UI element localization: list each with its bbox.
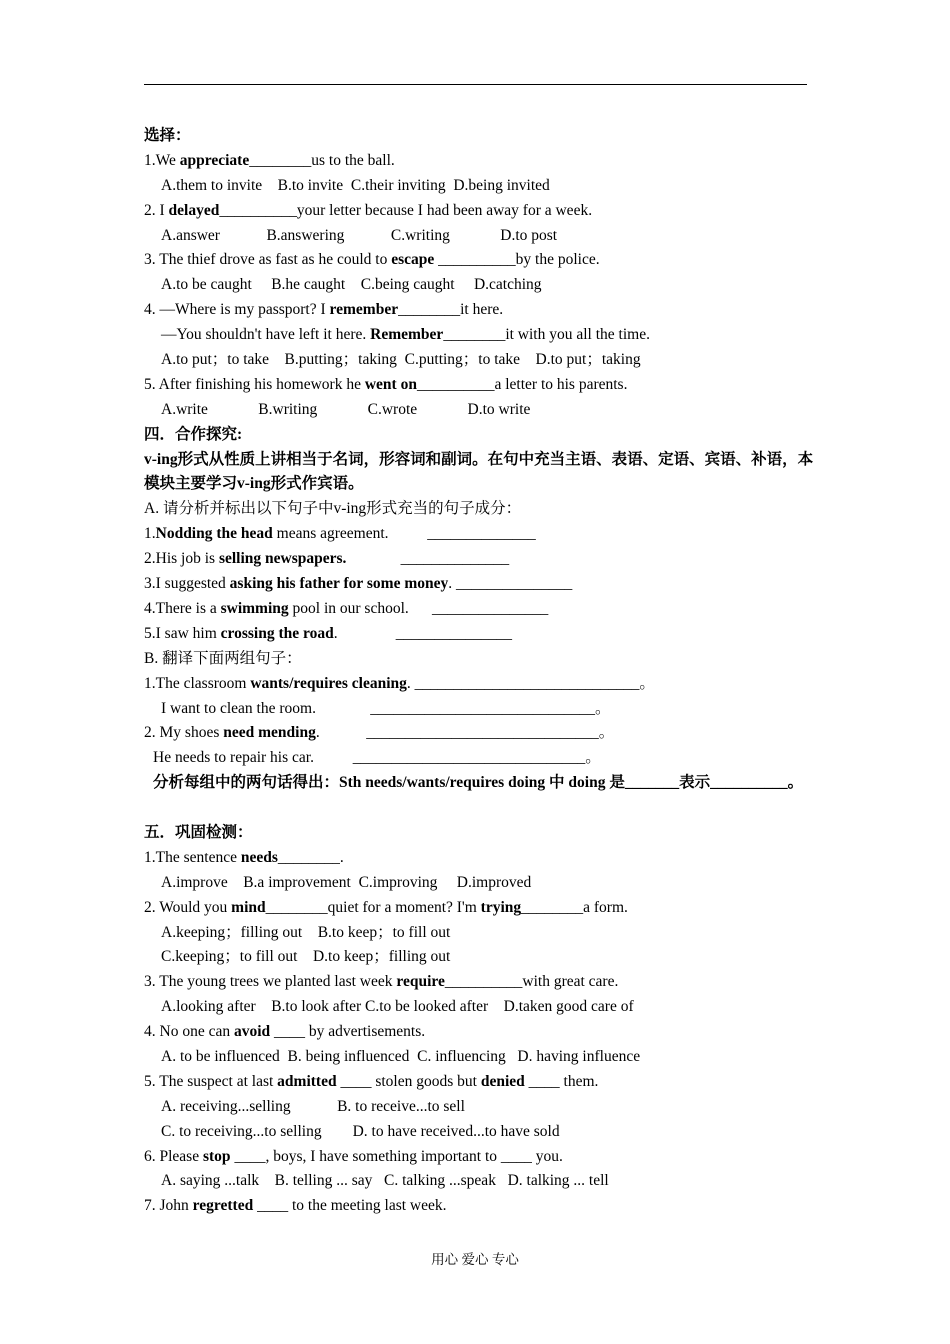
line-text: A. 请分析并标出以下句子中v-ing形式充当的句子成分： <box>144 500 522 518</box>
line-text: 4. —Where is my passport? I <box>144 301 330 319</box>
line-text: B. 翻译下面两组句子： <box>144 649 302 667</box>
line-text: __________with great care. <box>444 973 619 991</box>
text-line <box>144 597 814 622</box>
line-text: ____ by advertisements. <box>270 1023 426 1041</box>
keyword-bold: needs <box>240 848 278 866</box>
text-line <box>144 746 814 771</box>
line-text: A. receiving...selling B. to receive...to sell <box>161 1097 465 1115</box>
text-line <box>144 647 814 672</box>
line-text: A. to be influenced B. being influenced C. influencing D. having influence <box>161 1047 641 1065</box>
line-text: C. to receiving...to selling D. to have received...to have sold <box>161 1122 560 1140</box>
line-text: A.to put；to take B.putting；taking C.putting；to take D.to put；taking <box>161 351 641 369</box>
line-text: 5. The suspect at last <box>144 1072 278 1090</box>
line-text: 2. Would you <box>144 898 232 916</box>
line-text: 7. John <box>144 1197 193 1215</box>
line-text: 5. After finishing his homework he <box>144 375 365 393</box>
text-line <box>144 124 814 149</box>
text-line <box>144 1045 814 1070</box>
line-text: __________a letter to his parents. <box>416 375 628 393</box>
keyword-bold: need mending <box>223 724 316 742</box>
line-text: 6. Please <box>144 1147 203 1165</box>
text-line <box>144 398 814 423</box>
line-text: 2.His job is <box>144 550 219 568</box>
text-line <box>144 1169 814 1194</box>
text-line <box>144 622 814 647</box>
keyword-bold: trying <box>480 898 522 916</box>
text-line <box>144 298 814 323</box>
worksheet-body <box>144 124 814 1219</box>
keyword-bold: remember <box>329 301 399 319</box>
text-line <box>144 1095 814 1120</box>
line-text: 选择： <box>144 127 191 144</box>
keyword-bold: delayed <box>168 201 220 219</box>
line-text: ________. <box>277 848 344 866</box>
line-text: 2. My shoes <box>144 724 224 742</box>
text-line <box>144 846 814 871</box>
text-line <box>144 871 814 896</box>
line-text: v-ing形式从性质上讲相当于名词，形容词和副词。在句中充当主语、表语、定语、宾语、补语，本模块主要学习v-ing形式作宾语。 <box>144 450 814 493</box>
line-text: pool in our school. _______________ <box>288 599 549 617</box>
line-text: A.write B.writing C.wrote D.to write <box>161 400 531 418</box>
keyword-bold: swimming <box>220 599 289 617</box>
text-line <box>144 448 814 498</box>
line-text: . _____________________________。 <box>406 674 655 692</box>
line-text: A.keeping；filling out B.to keep；to fill out <box>161 923 451 941</box>
keyword-bold: Nodding the head <box>155 525 273 543</box>
line-text: 3. The young trees we planted last week <box>144 973 397 991</box>
keyword-bold: require <box>396 973 445 991</box>
line-text: __________by the police. <box>434 251 600 269</box>
keyword-bold: escape <box>391 251 435 269</box>
line-text: 1.The classroom <box>144 674 251 692</box>
text-line <box>144 1145 814 1170</box>
line-text: 五．巩固检测： <box>144 823 253 841</box>
line-text: C.keeping；to fill out D.to keep；filling out <box>161 948 451 966</box>
keyword-bold: selling newspapers. <box>218 550 347 568</box>
line-text: 分析每组中的两句话得出：Sth needs/wants/requires doing 中 doing 是_______表示__________。 <box>153 774 804 792</box>
line-text: ____ to the meeting last week. <box>253 1197 447 1215</box>
page-footer: 用心 爱心 专心 <box>431 1252 519 1267</box>
keyword-bold: Remember <box>370 326 444 344</box>
keyword-bold: appreciate <box>179 151 250 169</box>
line-text: I want to clean the room. _____________________________。 <box>161 699 611 717</box>
line-text: 2. I <box>144 201 169 219</box>
text-line <box>144 373 814 398</box>
line-text: ________quiet for a moment? I'm <box>265 898 481 916</box>
line-text: A. saying ...talk B. telling ... say C. talking ...speak D. talking ... tell <box>161 1172 609 1190</box>
keyword-bold: went on <box>364 375 417 393</box>
line-text: 5.I saw him <box>144 624 221 642</box>
line-text: A.looking after B.to look after C.to be looked after D.taken good care of <box>161 998 634 1016</box>
line-text: A.to be caught B.he caught C.being caught D.catching <box>161 276 542 294</box>
text-line <box>144 497 814 522</box>
header-rule <box>144 84 807 85</box>
line-text: A.improve B.a improvement C.improving D.improved <box>161 873 532 891</box>
text-line <box>144 1020 814 1045</box>
text-line <box>144 199 814 224</box>
line-text: 4. No one can <box>144 1023 234 1041</box>
line-text: ________a form. <box>521 898 628 916</box>
text-line <box>144 149 814 174</box>
keyword-bold: mind <box>231 898 266 916</box>
text-line <box>144 248 814 273</box>
line-text: __________your letter because I had been away for a week. <box>219 201 593 219</box>
line-text: ____, boys, I have something important to ____ you. <box>230 1147 563 1165</box>
line-text: ______________ <box>346 550 510 568</box>
line-text: ________it here. <box>398 301 504 319</box>
text-line <box>144 1194 814 1219</box>
line-text: . ______________________________。 <box>315 724 615 742</box>
text-line <box>144 995 814 1020</box>
line-text: 1. <box>144 525 156 543</box>
line-text: 3. The thief drove as fast as he could to <box>144 251 392 269</box>
text-line <box>144 348 814 373</box>
text-line <box>144 273 814 298</box>
line-text: ____ stolen goods but <box>336 1072 481 1090</box>
text-line <box>144 1120 814 1145</box>
text-line <box>144 174 814 199</box>
line-text: 四．合作探究: <box>144 425 243 443</box>
keyword-bold: admitted <box>277 1072 337 1090</box>
line-text: A.them to invite B.to invite C.their inviting D.being invited <box>161 176 550 194</box>
keyword-bold: denied <box>480 1072 525 1090</box>
line-text: ________it with you all the time. <box>443 326 650 344</box>
line-text: 3.I suggested <box>144 575 230 593</box>
line-text: . _______________ <box>448 575 573 593</box>
text-line <box>144 672 814 697</box>
keyword-bold: stop <box>202 1147 231 1165</box>
line-text: ____ them. <box>524 1072 599 1090</box>
line-text: 1.We <box>144 151 180 169</box>
text-line <box>144 323 814 348</box>
text-line <box>144 896 814 921</box>
keyword-bold: asking his father for some money <box>229 575 449 593</box>
keyword-bold: regretted <box>192 1197 254 1215</box>
line-text: . _______________ <box>333 624 512 642</box>
line-text: 1.The sentence <box>144 848 241 866</box>
text-line <box>144 1070 814 1095</box>
keyword-bold: wants/requires cleaning <box>250 674 407 692</box>
text-line <box>144 697 814 722</box>
text-line <box>144 921 814 946</box>
line-text: means agreement. ______________ <box>272 525 536 543</box>
text-line <box>144 224 814 249</box>
text-line <box>144 970 814 995</box>
text-line <box>144 423 814 448</box>
line-text: He needs to repair his car. ______________________________。 <box>153 749 601 767</box>
text-line <box>144 572 814 597</box>
keyword-bold: avoid <box>233 1023 271 1041</box>
text-line <box>144 721 814 746</box>
text-line <box>144 945 814 970</box>
keyword-bold: crossing the road <box>220 624 334 642</box>
line-text: —You shouldn't have left it here. <box>161 326 371 344</box>
text-line <box>144 547 814 572</box>
text-line <box>144 771 814 821</box>
line-text: 4.There is a <box>144 599 221 617</box>
line-text: A.answer B.answering C.writing D.to post <box>161 226 558 244</box>
text-line <box>144 522 814 547</box>
line-text: ________us to the ball. <box>249 151 395 169</box>
text-line <box>144 821 814 846</box>
